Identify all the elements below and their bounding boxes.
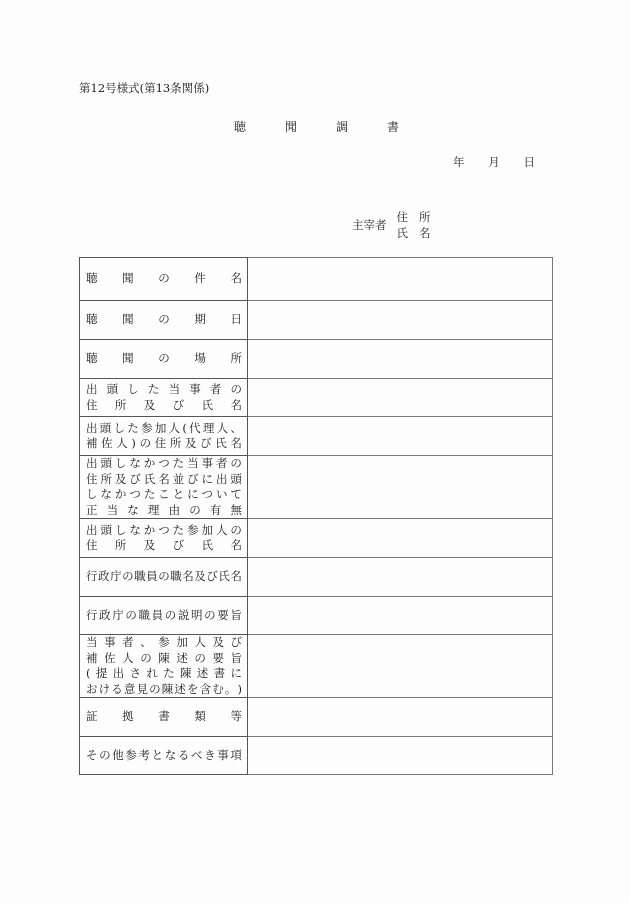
table-row (80, 456, 553, 519)
title-char: 調 (335, 120, 348, 134)
table-row (80, 417, 553, 456)
month-label: 月 (488, 155, 500, 169)
row-label (80, 558, 248, 597)
label-line: 出 頭 し た 参 加 人 ( 代 理 人 、 (86, 420, 242, 435)
row-value-field[interactable] (248, 456, 553, 519)
form-number: 第12号様式(第13条関係) (79, 81, 210, 95)
table-row (80, 597, 553, 635)
label-line: 出 頭 し た 当 事 者 の (86, 382, 242, 396)
label-line: そ の 他 参 考 と な る べ き 事 項 (86, 747, 242, 762)
label-line: 正 当 な 理 由 の 有 無 (86, 502, 242, 517)
row-label (80, 417, 248, 456)
hearing-record-table (79, 257, 553, 775)
row-label (80, 635, 248, 698)
title-char: 聞 (284, 120, 297, 134)
label-line: 証 拠 書 類 等 (86, 709, 242, 724)
label-line: 聴 聞 の 期 日 (86, 312, 242, 327)
row-value-field[interactable] (248, 417, 553, 456)
row-label (80, 519, 248, 558)
label-line: 行 政 庁 の 職 員 の 説 明 の 要 旨 (86, 607, 242, 622)
document-title (234, 118, 399, 135)
label-line: お け る 意 見 の 陳 述 を 含 む 。 ) (86, 681, 242, 696)
label-line: 出 頭 し な か つ た 当 事 者 の (86, 456, 242, 470)
organizer-block (352, 209, 431, 241)
day-label: 日 (523, 155, 535, 169)
row-label (80, 301, 248, 340)
title-char: 聴 (234, 120, 247, 134)
label-line: ( 提 出 さ れ た 陳 述 書 に (86, 666, 242, 680)
label-line: 当 事 者 、 参 加 人 及 び (86, 635, 242, 649)
row-label (80, 258, 248, 301)
row-value-field[interactable] (248, 635, 553, 698)
date-line (453, 154, 535, 170)
table-row (80, 635, 553, 698)
title-char: 書 (386, 120, 399, 134)
table-row (80, 519, 553, 558)
row-label (80, 597, 248, 635)
table-row (80, 379, 553, 417)
table-row (80, 340, 553, 379)
table-row (80, 301, 553, 340)
row-value-field[interactable] (248, 258, 553, 301)
row-value-field[interactable] (248, 698, 553, 737)
row-value-field[interactable] (248, 519, 553, 558)
row-label (80, 737, 248, 775)
label-line: 住 所 及 び 氏 名 (86, 538, 242, 552)
row-value-field[interactable] (248, 558, 553, 597)
row-value-field[interactable] (248, 737, 553, 775)
row-label (80, 379, 248, 417)
row-value-field[interactable] (248, 597, 553, 635)
label-line: 補 佐 人 ) の 住 所 及 び 氏 名 (86, 436, 242, 450)
name-label: 氏 名 (396, 226, 431, 240)
label-line: 聴 聞 の 件 名 (86, 271, 242, 286)
label-line: 住 所 及 び 氏 名 (86, 397, 242, 412)
label-line: 住 所 及 び 氏 名 並 び に 出 頭 (86, 471, 242, 486)
table-row (80, 698, 553, 737)
label-line: 補 佐 人 の 陳 述 の 要 旨 (86, 650, 242, 665)
label-line: し な か つ た こ と に つ い て (86, 487, 242, 501)
label-line: 出 頭 し な か つ た 参 加 人 の (86, 522, 242, 537)
row-label (80, 340, 248, 379)
address-label: 住 所 (396, 210, 431, 224)
row-value-field[interactable] (248, 340, 553, 379)
organizer-label: 主宰者 (352, 218, 387, 232)
row-value-field[interactable] (248, 379, 553, 417)
table-row (80, 558, 553, 597)
row-value-field[interactable] (248, 301, 553, 340)
row-label (80, 456, 248, 519)
label-line: 聴 聞 の 場 所 (86, 351, 242, 366)
year-label: 年 (453, 155, 465, 169)
table-row (80, 737, 553, 775)
table-row (80, 258, 553, 301)
label-line: 行 政 庁 の 職 員 の 職 名 及 び 氏 名 (86, 569, 242, 584)
row-label (80, 698, 248, 737)
